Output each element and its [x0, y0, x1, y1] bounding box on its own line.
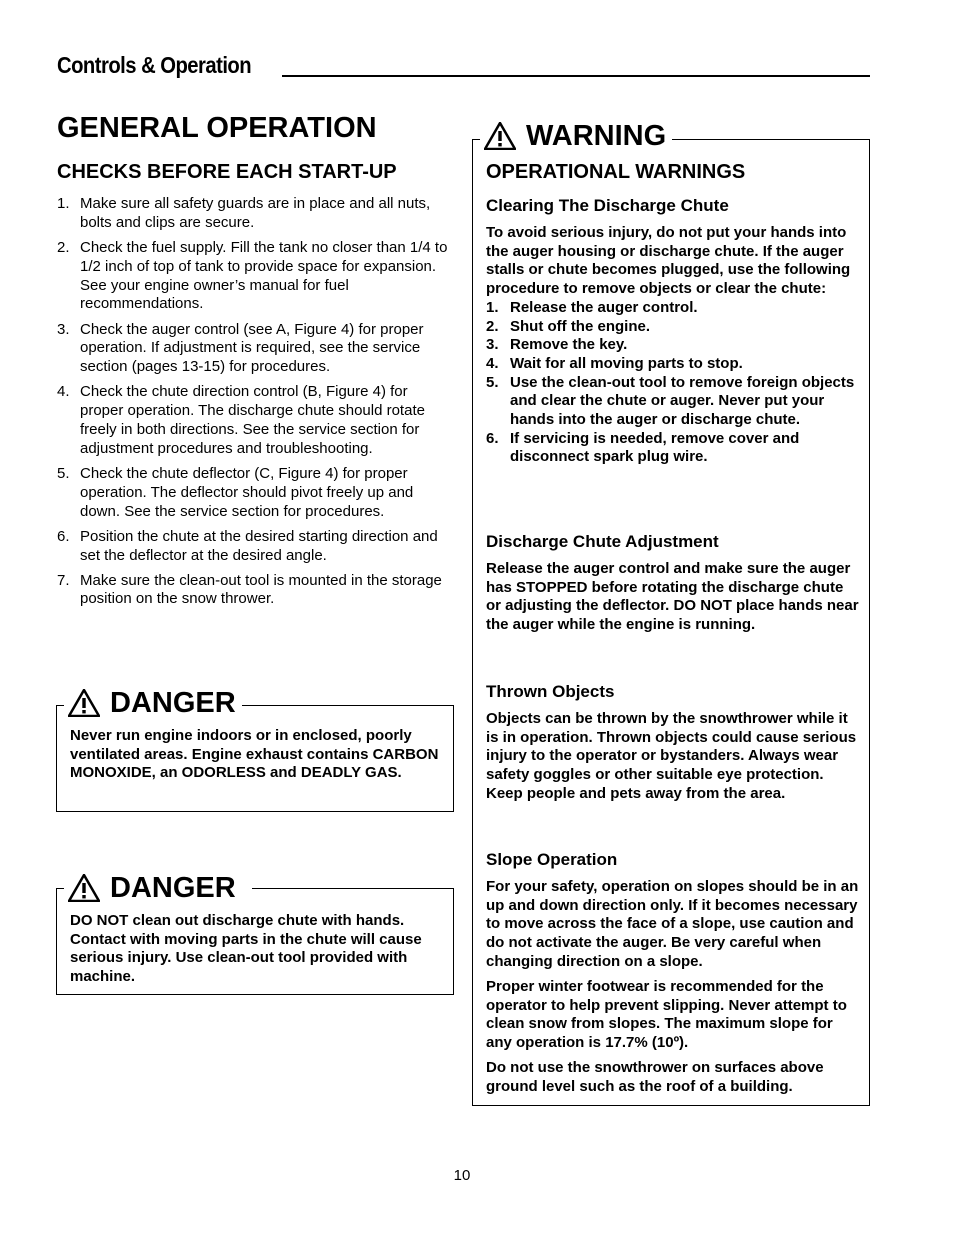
list-item: 2. Check the fuel supply. Fill the tank no closer than 1/4 to 1/2 inch of top of tank to provide space for expansion. See your engine owner’s manual for fuel recommendations.: [57, 238, 448, 313]
list-item: 6. Position the chute at the desired starting direction and set the deflector at the desired angle.: [57, 527, 438, 564]
clearing-title: Clearing The Discharge Chute: [486, 196, 729, 215]
list-item: 3. Check the auger control (see A, Figure 4) for proper operation. If adjustment is required, see the service section (pages 13-15) for procedures.: [57, 320, 424, 376]
warning-label: WARNING: [480, 115, 672, 157]
list-item: 2. Shut off the engine.: [486, 317, 650, 335]
danger-text: Never run engine indoors or in enclosed, poorly ventilated areas. Engine exhaust contains CARBON MONOXIDE, an ODORLESS and DEADLY GAS.: [70, 727, 439, 782]
list-item: 5. Use the clean-out tool to remove foreign objects and clear the chute or auger. Never put your hands into the auger or discharge chute.: [486, 373, 855, 429]
warning-triangle-icon: [68, 874, 100, 902]
warning-triangle-icon: [484, 122, 516, 150]
slope-text-3: Do not use the snowthrower on surfaces above ground level such as the roof of a building.: [486, 1059, 824, 1095]
slope-title: Slope Operation: [486, 850, 618, 869]
list-item: 7. Make sure the clean-out tool is mounted in the storage position on the snow thrower.: [57, 571, 442, 608]
adjustment-title: Discharge Chute Adjustment: [486, 532, 719, 551]
thrown-title: Thrown Objects: [486, 682, 615, 701]
danger-text: DO NOT clean out discharge chute with hands. Contact with moving parts in the chute will cause serious injury. Use clean-out tool provided with machine.: [70, 912, 422, 986]
page-number: 10: [453, 1167, 471, 1184]
checks-list: [57, 195, 452, 616]
thrown-text: Objects can be thrown by the snowthrower while it is in operation. Thrown objects could cause serious injury to the operator or bystanders. Always wear safety goggles or other suitable eye protection. Keep people and pets away from the area.: [486, 710, 857, 802]
clearing-text: To avoid serious injury, do not put your hands into the auger housing or discharge chute. If the auger stalls or chute becomes plugged, use the following procedure to remove objects or clear the chute: 1. Release the auger control. 2. Shut off the engine. 3. Remove the key. 4. Wait for all moving parts to stop. 5. Use the clean-out tool to remove foreign objects and clear the chute or auger. Never put your hands into the auger or discharge chute. 6. If servicing is needed, remove cover and disconnect spark plug wire.: [486, 224, 859, 467]
header-rule: [282, 75, 870, 77]
list-item: 5. Check the chute deflector (C, Figure 4) for proper operation. The deflector should pivot freely up and down. See the service section for procedures.: [57, 464, 414, 520]
list-item: 4. Wait for all moving parts to stop.: [486, 354, 743, 372]
adjustment-text: Release the auger control and make sure the auger has STOPPED before rotating the discharge chute or adjusting the deflector. DO NOT place hands near the auger while the engine is running.: [486, 560, 859, 634]
list-item: 4. Check the chute direction control (B, Figure 4) for proper operation. The discharge chute should rotate freely in both directions. See the service section for adjustment procedures and troubleshooting.: [57, 383, 425, 457]
list-item: 3. Remove the key.: [486, 336, 628, 354]
danger-label: DANGER: [64, 682, 242, 724]
operational-warnings-heading: OPERATIONAL WARNINGS: [486, 161, 746, 183]
list-item: 1. Make sure all safety guards are in place and all nuts, bolts and clips are secure.: [57, 195, 431, 231]
slope-text-1: For your safety, operation on slopes should be in an up and down direction only. If it becomes necessary to move across the face of a slope, use caution and do not activate the auger. Be very careful when changing direction on a slope.: [486, 878, 859, 970]
section-header: Controls & Operation: [57, 52, 252, 78]
warning-triangle-icon: [68, 689, 100, 717]
slope-text-2: Proper winter footwear is recommended for the operator to help prevent slipping. Never attempt to clean snow from slopes. The maximum slope for any operation is 17.7% (10º).: [486, 978, 847, 1052]
danger-label: DANGER: [64, 867, 252, 909]
checks-heading: CHECKS BEFORE EACH START-UP: [57, 161, 397, 183]
list-item: 1. Release the auger control.: [486, 298, 698, 316]
clearing-steps: [486, 299, 859, 467]
list-item: 6. If servicing is needed, remove cover and disconnect spark plug wire.: [486, 429, 800, 466]
page-title: GENERAL OPERATION: [57, 112, 377, 144]
